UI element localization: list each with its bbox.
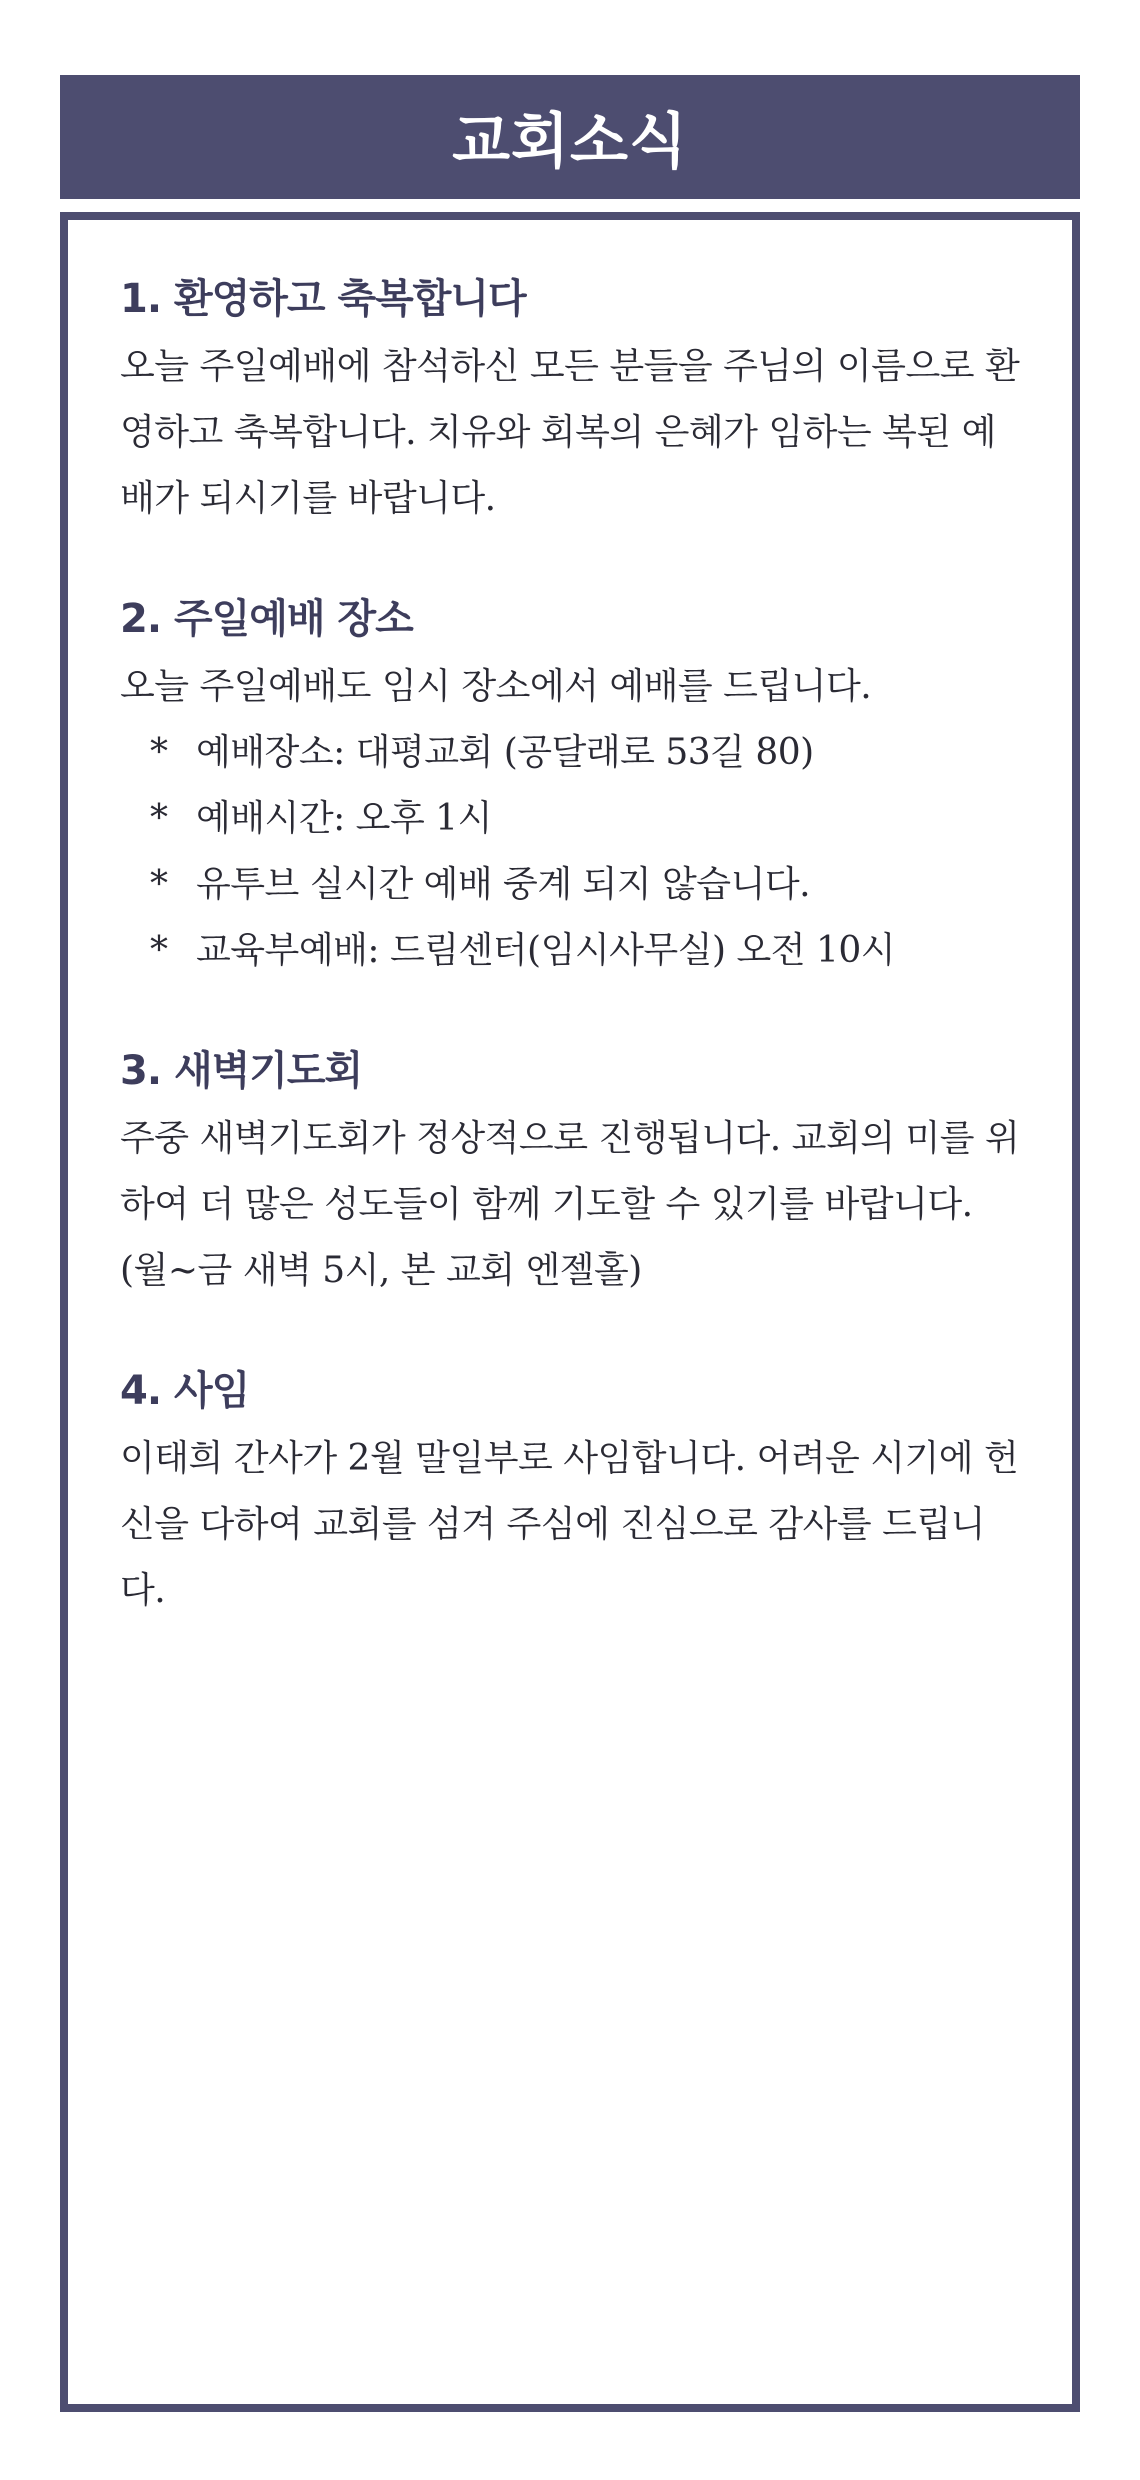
bullet-mark: * [150,732,168,773]
news-content-box [60,212,1080,2412]
section-body: 이태희 간사가 2월 말일부로 사임합니다. 어려운 시기에 헌신을 다하여 교회를 섬겨 주심에 진심으로 감사를 드립니다. [120,1438,1019,1611]
list-item [120,786,1028,852]
section-body: 오늘 주일예배도 임시 장소에서 예배를 드립니다. [120,666,872,707]
header-banner [60,75,1080,199]
list-item-text: 유투브 실시간 예배 중계 되지 않습니다. [196,864,811,905]
list-item [120,720,1028,786]
bullet-list [120,720,1028,984]
list-item-text: 예배시간: 오후 1시 [196,798,492,839]
section-body: 오늘 주일예배에 참석하신 모든 분들을 주님의 이름으로 환영하고 축복합니다. 치유와 회복의 은혜가 임하는 복된 예배가 되시기를 바랍니다. [120,346,1020,519]
list-item-text: 교육부예배: 드림센터(임시사무실) 오전 10시 [196,930,896,971]
section-heading: 1. 환영하고 축복합니다 [120,276,526,322]
section-resignation [120,1364,1028,1624]
section-welcome [120,272,1028,532]
list-item-text: 예배장소: 대평교회 (공달래로 53길 80) [196,732,814,773]
section-heading: 3. 새벽기도회 [120,1048,363,1094]
section-body: 주중 새벽기도회가 정상적으로 진행됩니다. 교회의 미를 위하여 더 많은 성도들이 함께 기도할 수 있기를 바랍니다. (월~금 새벽 5시, 본 교회 엔젤홀) [120,1118,1020,1291]
bullet-mark: * [150,930,168,971]
list-item [120,918,1028,984]
bullet-mark: * [150,798,168,839]
page-title: 교회소식 [452,107,688,177]
section-dawn-prayer [120,1044,1028,1304]
bullet-mark: * [150,864,168,905]
section-heading: 2. 주일예배 장소 [120,596,413,642]
list-item [120,852,1028,918]
section-worship-location [120,592,1028,984]
section-heading: 4. 사임 [120,1368,250,1414]
